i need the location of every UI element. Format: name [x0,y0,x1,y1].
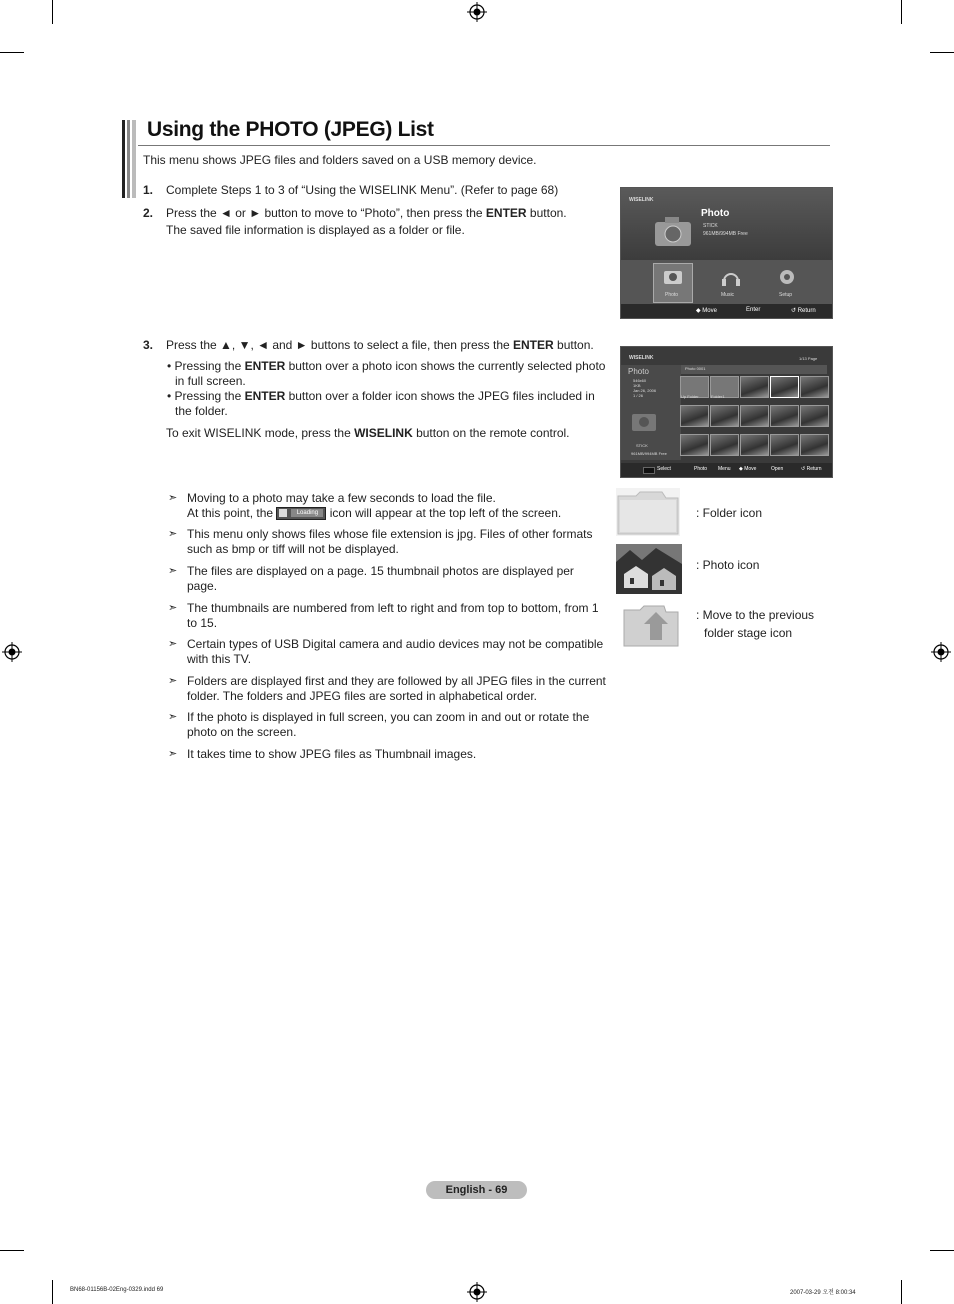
nav-move: ◆ Move [696,308,717,314]
info-dimensions: 546x60 [633,378,647,383]
note-text-line2: such as bmp or tiff will not be displayed. [187,542,399,556]
free-space: 961MB/994MB Free [703,231,748,237]
folder-path: Photo 0001 [685,366,706,371]
bullet-text-part: • Pressing the [167,389,245,403]
note-text: If the photo is displayed in full screen, you can zoom in and out or rotate the [187,710,590,724]
thumbnail-label: Folder1 [711,394,725,399]
title-accent-bar [122,120,136,198]
bullet-line2: in full screen. [175,374,246,388]
registration-mark-icon [931,642,951,662]
note-arrow-icon: ➣ [168,675,178,687]
crop-mark [930,1250,954,1251]
nav-photo: Photo [694,466,708,472]
note-item [168,601,608,633]
free-space: 961MB/994MB Free [631,451,667,456]
note-text: The thumbnails are numbered from left to right and from top to bottom, from 1 [187,601,599,615]
photo-thumbnail[interactable] [800,405,829,427]
info-date: Jan 26, 2006 [633,388,657,393]
note-text-line2: to 15. [187,616,218,630]
photo-thumbnail[interactable] [800,376,829,398]
step-text-part: Press the ▲, ▼, ◄ and ► buttons to select a file, then press the [166,338,514,352]
page-indicator: 1/13 Page [799,356,818,361]
photo-thumbnail[interactable] [740,434,769,456]
nav-open: Open [771,466,784,472]
title-divider [138,145,830,146]
exit-text-bold: WISELINK [354,426,413,440]
folder-icon-label: : Folder icon [696,506,763,520]
menu-label-setup[interactable]: Setup [779,292,793,298]
camera-icon [651,208,696,253]
nav-return: ↺ Return [791,308,816,314]
intro-text: This menu shows JPEG files and folders saved on a USB memory device. [143,153,537,167]
thumbnail-label: Up Folder [681,394,699,399]
photo-thumbnail[interactable] [740,405,769,427]
note-arrow-icon: ➣ [168,602,178,614]
step-text-bold: ENTER [485,206,527,220]
exit-text-part: To exit WISELINK mode, press the [166,426,355,440]
up-folder-icon-label-line2: folder stage icon [704,626,793,640]
info-count: 1 / 26 [633,393,644,398]
menu-label-photo[interactable]: Photo [665,292,679,298]
bullet-text-part: button over a photo icon shows the currently selected photo [285,359,606,373]
photo-thumbnail[interactable] [770,434,799,456]
crop-mark [901,1280,902,1304]
nav-menu: Menu [718,466,731,472]
note-item [168,747,608,763]
note-text: Folders are displayed first and they are followed by all JPEG files in the current [187,674,606,688]
file-slug: BN68-01156B-02Eng-0329.indd 69 [70,1287,164,1293]
step-text-part: button. [553,338,594,352]
step-number: 3. [143,338,154,352]
bullet-text-bold: ENTER [244,389,286,403]
screen-heading: Photo [628,367,649,376]
note-text-part: At this point, the [187,506,274,520]
registration-mark-icon [467,2,487,22]
folder-icon [616,488,680,536]
step-number: 1. [143,183,154,197]
photo-thumbnail[interactable] [710,434,739,456]
nav-select: Select [657,466,671,472]
step-number: 2. [143,206,154,220]
note-text: This menu only shows files whose file extension is jpg. Files of other formats [187,527,593,541]
bullet-folder [167,389,595,419]
menu-label-music[interactable]: Music [721,292,735,298]
device-name: STICK [703,223,718,229]
page-title: Using the PHOTO (JPEG) List [147,118,434,141]
crop-mark [930,52,954,53]
setup-menu-icon [775,265,799,289]
screen-heading: Photo [701,208,730,219]
wiselink-logo: WISELINK [629,355,654,361]
bullet-photo [167,359,605,389]
exit-text-part: button on the remote control. [412,426,570,440]
note-arrow-icon: ➣ [168,748,178,760]
note-text-line2 [187,506,609,521]
registration-mark-icon [2,642,22,662]
nav-return: ↺ Return [801,466,822,472]
step-text-part: Press the ◄ or ► button to move to “Photo”, then press the [166,206,486,220]
photo-thumbnail[interactable] [680,434,709,456]
bullet-text-part: • Pressing the [167,359,245,373]
note-item [168,491,608,523]
photo-thumbnail[interactable] [680,405,709,427]
note-arrow-icon: ➣ [168,528,178,540]
tv-screen-photo-list [620,346,833,478]
note-text-line2: with this TV. [187,652,252,666]
step-text-bold: ENTER [513,338,554,352]
crop-mark [52,0,53,24]
nav-move: ◆ Move [739,466,757,472]
step-text-line2: The saved file information is displayed as a folder or file. [166,223,465,237]
photo-icon [616,544,682,594]
note-text: It takes time to show JPEG files as Thumbnail images. [187,747,477,761]
note-arrow-icon: ➣ [168,638,178,650]
note-item [168,527,608,559]
photo-icon-label: : Photo icon [696,558,760,572]
crop-mark [901,0,902,24]
up-folder-icon [620,600,682,650]
note-item [168,674,608,706]
bullet-line [167,389,595,404]
note-item [168,637,608,669]
step-text [166,337,594,354]
note-text-line2: photo on the screen. [187,725,297,739]
note-text: Moving to a photo may take a few seconds to load the file. [187,491,496,505]
bullet-text-part: button over a folder icon shows the JPEG files included in [285,389,595,403]
registration-mark-icon [467,1282,487,1302]
nav-enter: Enter [746,307,761,313]
hourglass-icon [279,509,287,517]
note-text-part: icon will appear at the top left of the screen. [329,506,562,520]
note-text-line2: page. [187,579,218,593]
photo-thumbnail[interactable] [710,405,739,427]
select-button-icon [643,467,655,474]
note-arrow-icon: ➣ [168,711,178,723]
note-text-line2: folder. The folders and JPEG files are sorted in alphabetical order. [187,689,537,703]
exit-instruction [166,425,570,442]
crop-mark [0,1250,24,1251]
crop-mark [0,52,24,53]
note-text: Certain types of USB Digital camera and audio devices may not be compatible [187,637,604,651]
step-text [166,205,567,222]
crop-mark [52,1280,53,1304]
bullet-text-bold: ENTER [244,359,286,373]
info-size: 1KB [633,383,641,388]
note-arrow-icon: ➣ [168,492,178,504]
photo-thumbnail[interactable] [800,434,829,456]
note-arrow-icon: ➣ [168,565,178,577]
page-number: English - 69 [426,1181,527,1199]
tv-screen-wiselink-menu [620,187,833,319]
bullet-line2: the folder. [175,404,228,418]
photo-thumbnail[interactable] [770,405,799,427]
photo-thumbnail[interactable] [740,376,769,398]
bullet-line [167,359,605,374]
loading-icon [276,507,326,520]
photo-thumbnail-selected[interactable] [770,376,799,398]
loading-label: Loading [291,509,323,517]
device-name: STICK [636,443,648,448]
wiselink-logo: WISELINK [629,197,654,203]
step-text-part: button. [526,206,567,220]
step-text: Complete Steps 1 to 3 of “Using the WISELINK Menu”. (Refer to page 68) [166,183,559,197]
note-item [168,710,608,742]
camera-icon [630,407,658,433]
photo-menu-icon [661,265,685,289]
note-item [168,564,608,596]
music-menu-icon [719,265,743,289]
up-folder-icon-label: : Move to the previous [696,608,815,622]
date-slug: 2007-03-29 오전 8:00:34 [790,1290,856,1296]
note-text: The files are displayed on a page. 15 thumbnail photos are displayed per [187,564,574,578]
